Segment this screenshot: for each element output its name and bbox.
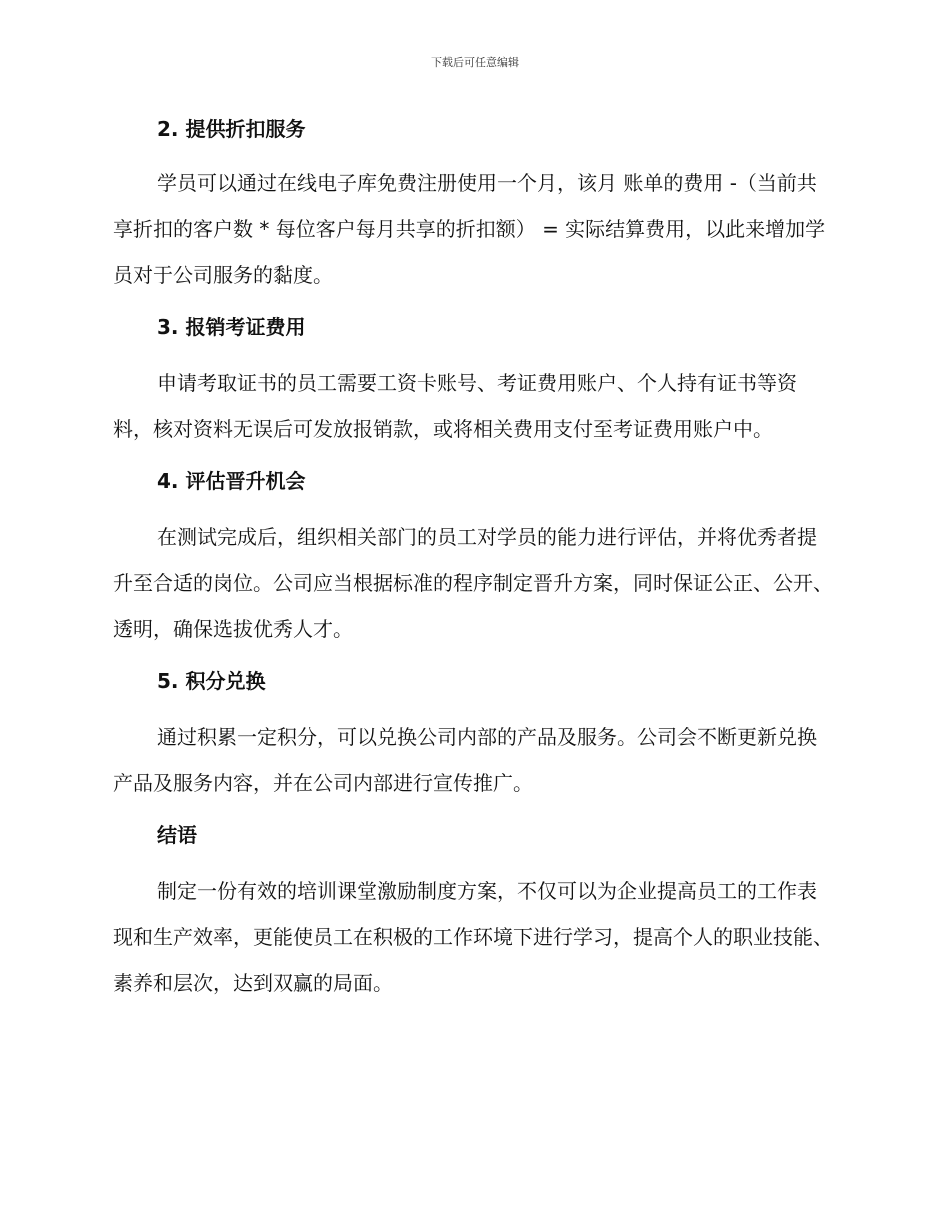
section-heading-conclusion: 结语 — [157, 823, 197, 847]
section-heading-points: 5. 积分兑换 — [157, 669, 266, 693]
section-paragraph-discount: 学员可以通过在线电子库免费注册使用一个月，该月 账单的费用 -（当前共享折扣的客户数 * 每位客户每月共享的折扣额） = 实际结算费用，以此来增加学员对于公司服务的黏度。 — [113, 171, 826, 287]
section-heading-reimbursement: 3. 报销考证费用 — [157, 315, 306, 339]
section-paragraph-points: 通过积累一定积分，可以兑换公司内部的产品及服务。公司会不断更新兑换产品及服务内容，并在公司内部进行宣传推广。 — [113, 725, 817, 795]
section-paragraph-conclusion: 制定一份有效的培训课堂激励制度方案，不仅可以为企业提高员工的工作表现和生产效率，更能使员工在积极的工作环境下进行学习，提高个人的职业技能、素养和层次，达到双赢的局面。 — [113, 879, 833, 995]
page-header-note: 下载后可任意编辑 — [431, 56, 519, 69]
section-paragraph-promotion: 在测试完成后，组织相关部门的员工对学员的能力进行评估，并将优秀者提升至合适的岗位。公司应当根据标准的程序制定晋升方案，同时保证公正、公开、透明，确保选拔优秀人才。 — [113, 525, 833, 641]
section-paragraph-reimbursement: 申请考取证书的员工需要工资卡账号、考证费用账户、个人持有证书等资料，核对资料无误后可发放报销款，或将相关费用支付至考证费用账户中。 — [113, 371, 797, 441]
document-body — [113, 108, 833, 1006]
section-heading-discount: 2. 提供折扣服务 — [157, 117, 306, 141]
section-heading-promotion: 4. 评估晋升机会 — [157, 469, 306, 493]
